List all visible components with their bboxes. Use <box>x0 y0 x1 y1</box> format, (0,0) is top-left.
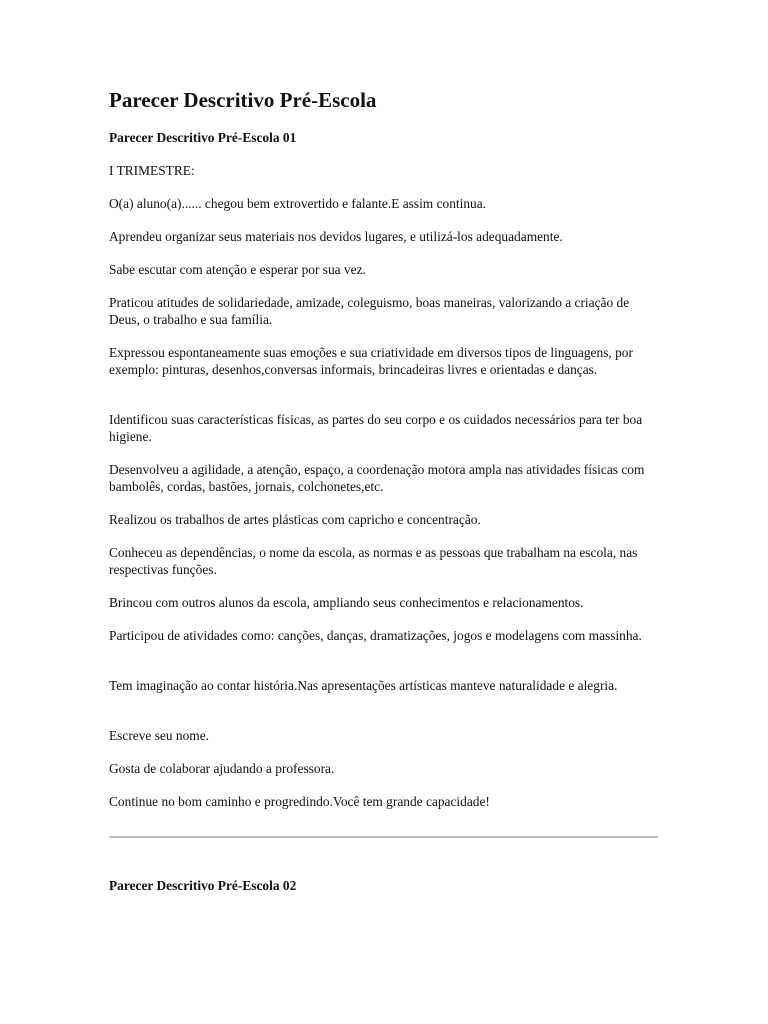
paragraph-12: Tem imaginação ao contar história.Nas apresentações artísticas manteve naturalidade e alegria. <box>109 678 618 693</box>
paragraph-5: Expressou espontaneamente suas emoções e sua criatividade em diversos tipos de linguagens, por exemplo: pinturas, desenhos,conversas informais, brincadeiras livres e orientadas e danças. <box>109 345 633 377</box>
paragraph-11: Participou de atividades como: canções, danças, dramatizações, jogos e modelagens com massinha. <box>109 628 642 643</box>
paragraph-7: Desenvolveu a agilidade, a atenção, espaço, a coordenação motora ampla nas atividades físicas com bambolês, cordas, bastões, jornais, colchonetes,etc. <box>109 462 645 494</box>
section-heading-02: Parecer Descritivo Pré-Escola 02 <box>109 878 297 893</box>
section-01-body <box>109 162 661 826</box>
paragraph-13: Escreve seu nome. <box>109 728 210 743</box>
paragraph-9: Conheceu as dependências, o nome da escola, as normas e as pessoas que trabalham na escola, nas respectivas funções. <box>109 545 638 577</box>
paragraph-15: Continue no bom caminho e progredindo.Você tem grande capacidade! <box>109 794 490 809</box>
paragraph-4: Praticou atitudes de solidariedade, amizade, coleguismo, boas maneiras, valorizando a criação de Deus, o trabalho e sua família. <box>109 295 630 327</box>
document-title: Parecer Descritivo Pré-Escola <box>109 88 377 112</box>
paragraph-14: Gosta de colaborar ajudando a professora. <box>109 761 335 776</box>
paragraph-6: Identificou suas características físicas, as partes do seu corpo e os cuidados necessários para ter boa higiene. <box>109 412 643 444</box>
paragraph-8: Realizou os trabalhos de artes plásticas com capricho e concentração. <box>109 512 481 527</box>
section-heading-01: Parecer Descritivo Pré-Escola 01 <box>109 130 297 145</box>
paragraph-1: O(a) aluno(a)...... chegou bem extrovertido e falante.E assim continua. <box>109 196 487 211</box>
paragraph-trimester: I TRIMESTRE: <box>109 163 195 178</box>
paragraph-3: Sabe escutar com atenção e esperar por sua vez. <box>109 262 366 277</box>
paragraph-2: Aprendeu organizar seus materiais nos devidos lugares, e utilizá-los adequadamente. <box>109 229 563 244</box>
section-divider <box>109 836 658 838</box>
paragraph-10: Brincou com outros alunos da escola, ampliando seus conhecimentos e relacionamentos. <box>109 595 584 610</box>
